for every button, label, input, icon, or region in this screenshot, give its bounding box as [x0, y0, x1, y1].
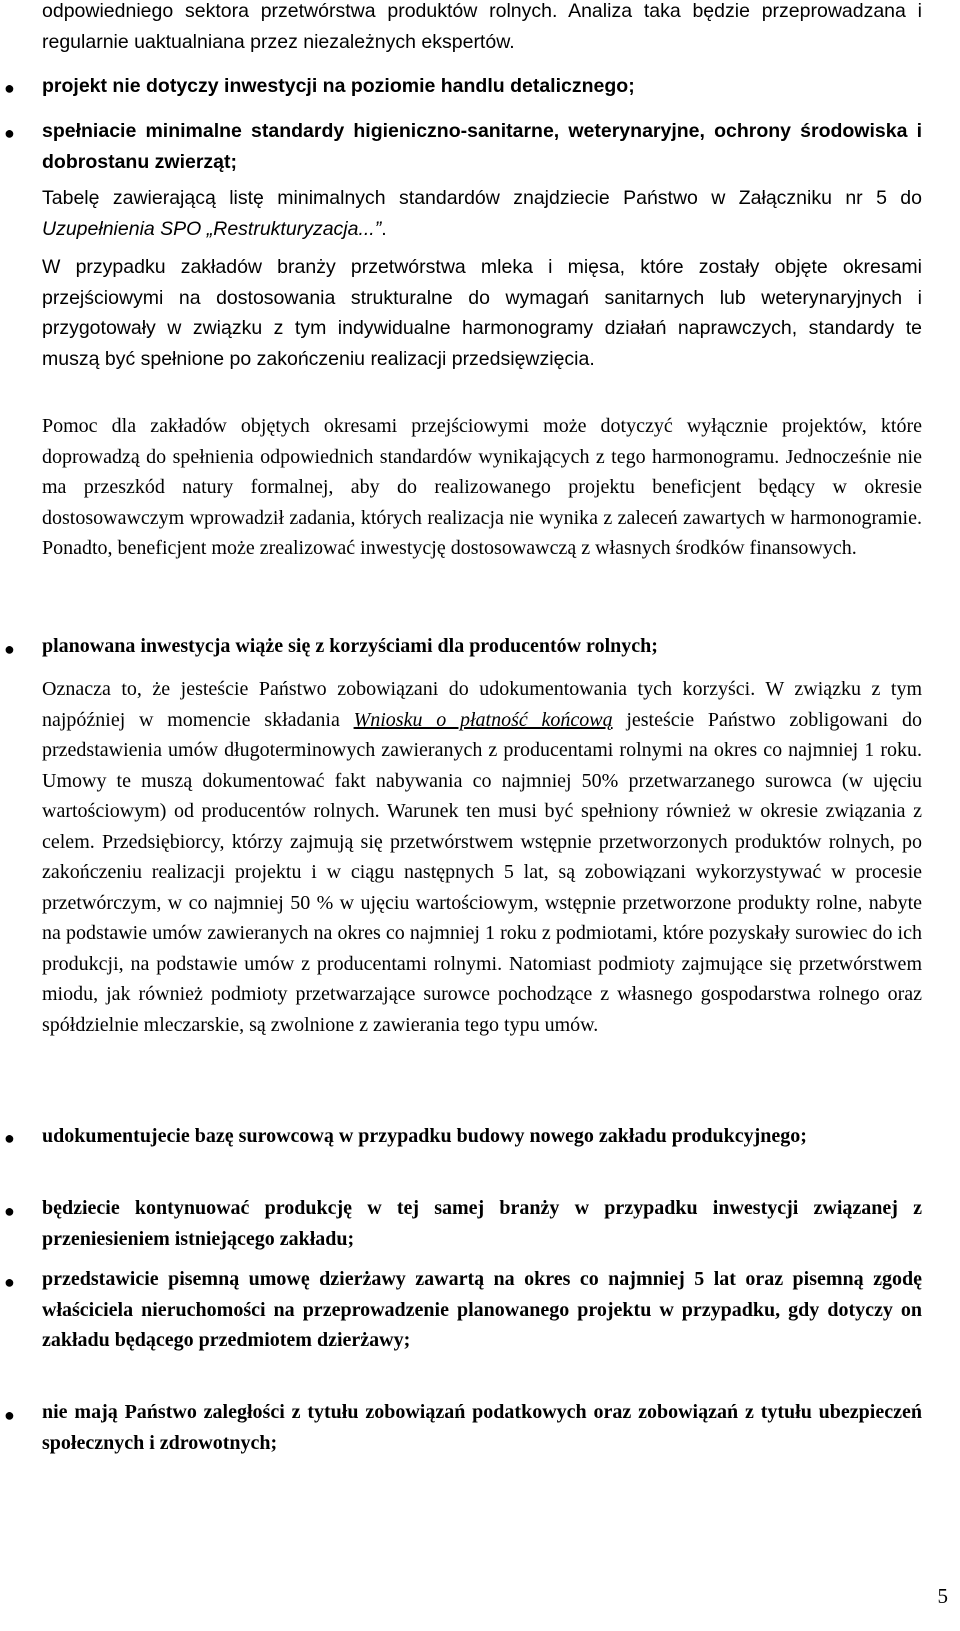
intro-paragraph: odpowiedniego sektora przetwórstwa produktów rolnych. Analiza taka będzie przeprowadzana i regularnie uaktualniana przez niezależnych ekspertów.	[42, 0, 922, 53]
bullet-icon: ●	[4, 1201, 15, 1221]
bullet-no-arrears: nie mają Państwo zaległości z tytułu zobowiązań podatkowych oraz zobowiązań z tytułu ubezpieczeń społecznych i zdrowotnych;	[42, 1401, 922, 1454]
page-number: 5	[937, 1584, 948, 1608]
bullet-icon: ●	[4, 1272, 15, 1292]
standards-table-text: Tabelę zawierającą listę minimalnych standardów znajdziecie Państwo w Załączniku nr 5 do	[42, 187, 922, 209]
bullet-icon: ●	[4, 1405, 15, 1425]
benefits-text-rest: jesteście Państwo zobligowani do przedstawienia umów długoterminowych zawieranych z producentami rolnymi na okres co najmniej 1 roku. Umowy te muszą dokumentować fakt nabywania co najmniej 50% przetwarzanego surowca (w ujęciu wartościowym) od producentów rolnych. Warunek ten musi być spełniony również w okresie związania z celem. Przedsiębiorcy, którzy zajmują się przetwórstwem wstępnie przetworzonych produktów rolnych, po zakończeniu realizacji projektu i w ciągu następnych 5 lat, są zobowiązani wykorzystywać w procesie przetwórczym, w co najmniej 50 % w ujęciu wartościowym, wstępnie przetworzone produkty rolne, nabyte na podstawie umów zawieranych na okres co najmniej 1 roku z podmiotami, które pozyskały surowiec do ich produkcji, na podstawie umów z producentami rolnymi. Natomiast podmioty zajmujące się przetwórstwem miodu, jak również podmioty przetwarzające surowce pochodzące z własnego gospodarstwa rolnego oraz spółdzielnie mleczarskie, są zwolnione z zawierania tego typu umów.	[42, 708, 922, 1036]
final-payment-application: Wniosku o płatność końcową	[353, 708, 613, 731]
transition-paragraph: W przypadku zakładów branży przetwórstwa mleka i mięsa, które zostały objęte okresami przejściowymi na dostosowania strukturalne do wymagań sanitarnych lub weterynaryjnych i przygotowały w związku z tym indywidualne harmonogramy działań naprawczych, standardy te muszą być spełnione po zakończeniu realizacji przedsięwzięcia.	[42, 256, 922, 370]
aid-paragraph: Pomoc dla zakładów objętych okresami przejściowymi może dotyczyć wyłącznie projektów, które doprowadzą do spełnienia odpowiednich standardów wynikających z tego harmonogramu. Jednocześnie nie ma przeszkód natury formalnej, aby do realizowanego projektu beneficjent będący w okresie dostosowawczym wprowadził zadania, których realizacja nie wynika z zaleceń zawartych w harmonogramie. Ponadto, beneficjent może zrealizować inwestycję dostosowawczą z własnych środków finansowych.	[42, 415, 922, 559]
bullet-lease-agreement: przedstawicie pisemną umowę dzierżawy zawartą na okres co najmniej 5 lat oraz pisemną zgodę właściciela nieruchomości na przeprowadzenie planowanego projektu w przypadku, gdy dotyczy on zakładu będącego przedmiotem dzierżawy;	[42, 1268, 922, 1351]
spo-reference: Uzupełnienia SPO „Restrukturyzacja...”	[42, 217, 382, 240]
bullet-icon: ●	[4, 123, 15, 143]
bullet-icon: ●	[4, 78, 15, 98]
standards-table-paragraph	[42, 183, 922, 244]
bullet-same-branch: będziecie kontynuować produkcję w tej samej branży w przypadku inwestycji związanej z przeniesieniem istniejącego zakładu;	[42, 1197, 922, 1250]
bullet-raw-material-base: udokumentujecie bazę surowcową w przypadku budowy nowego zakładu produkcyjnego;	[42, 1125, 807, 1147]
benefits-text-start: Oznacza to, że jesteście Państwo zobowiązani do udokumentowania tych korzyści. W związku z tym najpóźniej w momencie składania	[42, 678, 922, 731]
bullet-standards: spełniacie minimalne standardy higieniczno-sanitarne, weterynaryjne, ochrony środowiska i dobrostanu zwierząt;	[42, 120, 922, 173]
bullet-retail: projekt nie dotyczy inwestycji na poziomie handlu detalicznego;	[42, 75, 635, 97]
bullet-icon: ●	[4, 639, 15, 659]
bullet-icon: ●	[4, 1128, 15, 1148]
benefits-paragraph	[42, 674, 922, 1040]
standards-table-end: .	[381, 217, 387, 240]
bullet-producer-benefits: planowana inwestycja wiąże się z korzyściami dla producentów rolnych;	[42, 635, 658, 657]
